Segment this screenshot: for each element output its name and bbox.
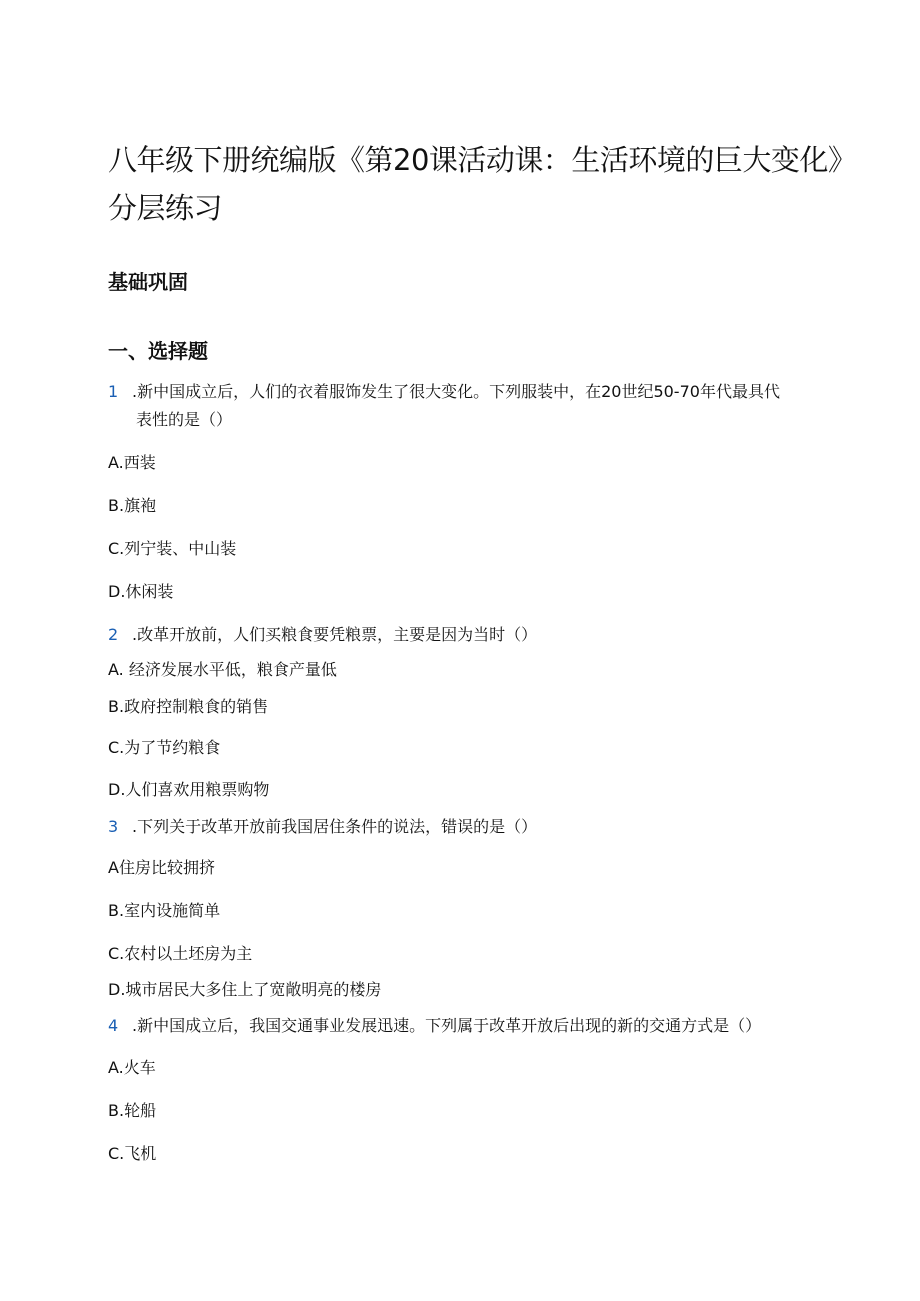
option-d: D.城市居民大多住上了宽敞明亮的楼房	[108, 980, 382, 999]
question-text: .新中国成立后，人们的衣着服饰发生了很大变化。下列服装中，在20世纪50-70年代最具代	[132, 382, 780, 401]
option-a: A. 经济发展水平低，粮食产量低	[108, 660, 337, 679]
option-a: A住房比较拥挤	[108, 858, 215, 877]
document-title	[108, 136, 857, 232]
section-heading: 基础巩固	[108, 270, 188, 294]
option-a: A.西装	[108, 453, 156, 472]
question-number: 1	[108, 382, 119, 401]
option-c: C.列宁装、中山装	[108, 539, 237, 558]
question-3	[108, 813, 537, 841]
question-2	[108, 621, 537, 649]
question-text: .下列关于改革开放前我国居住条件的说法，错误的是（）	[132, 817, 538, 836]
question-number: 2	[108, 625, 119, 644]
option-c: C.为了节约粮食	[108, 738, 221, 757]
option-b: B.政府控制粮食的销售	[108, 697, 269, 716]
option-c: C.农村以土坯房为主	[108, 944, 253, 963]
subsection-heading: 一、选择题	[108, 339, 208, 363]
option-b: B.轮船	[108, 1101, 157, 1120]
option-d: D.休闲装	[108, 582, 174, 601]
question-text: .改革开放前，人们买粮食要凭粮票，主要是因为当时（）	[132, 625, 538, 644]
question-number: 4	[108, 1016, 119, 1035]
question-text-continued: 表性的是（）	[136, 410, 233, 429]
option-c: C.飞机	[108, 1144, 157, 1163]
question-1	[108, 378, 780, 429]
question-text: .新中国成立后，我国交通事业发展迅速。下列属于改革开放后出现的新的交通方式是（）	[132, 1016, 762, 1035]
option-b: B.旗袍	[108, 496, 157, 515]
option-a: A.火车	[108, 1058, 156, 1077]
question-number: 3	[108, 817, 119, 836]
option-b: B.室内设施简单	[108, 901, 221, 920]
title-line-1: 八年级下册统编版《第20课活动课：生活环境的巨大变化》	[108, 143, 857, 177]
title-line-2: 分层练习	[108, 191, 223, 225]
option-d: D.人们喜欢用粮票购物	[108, 780, 270, 799]
question-4	[108, 1012, 761, 1040]
